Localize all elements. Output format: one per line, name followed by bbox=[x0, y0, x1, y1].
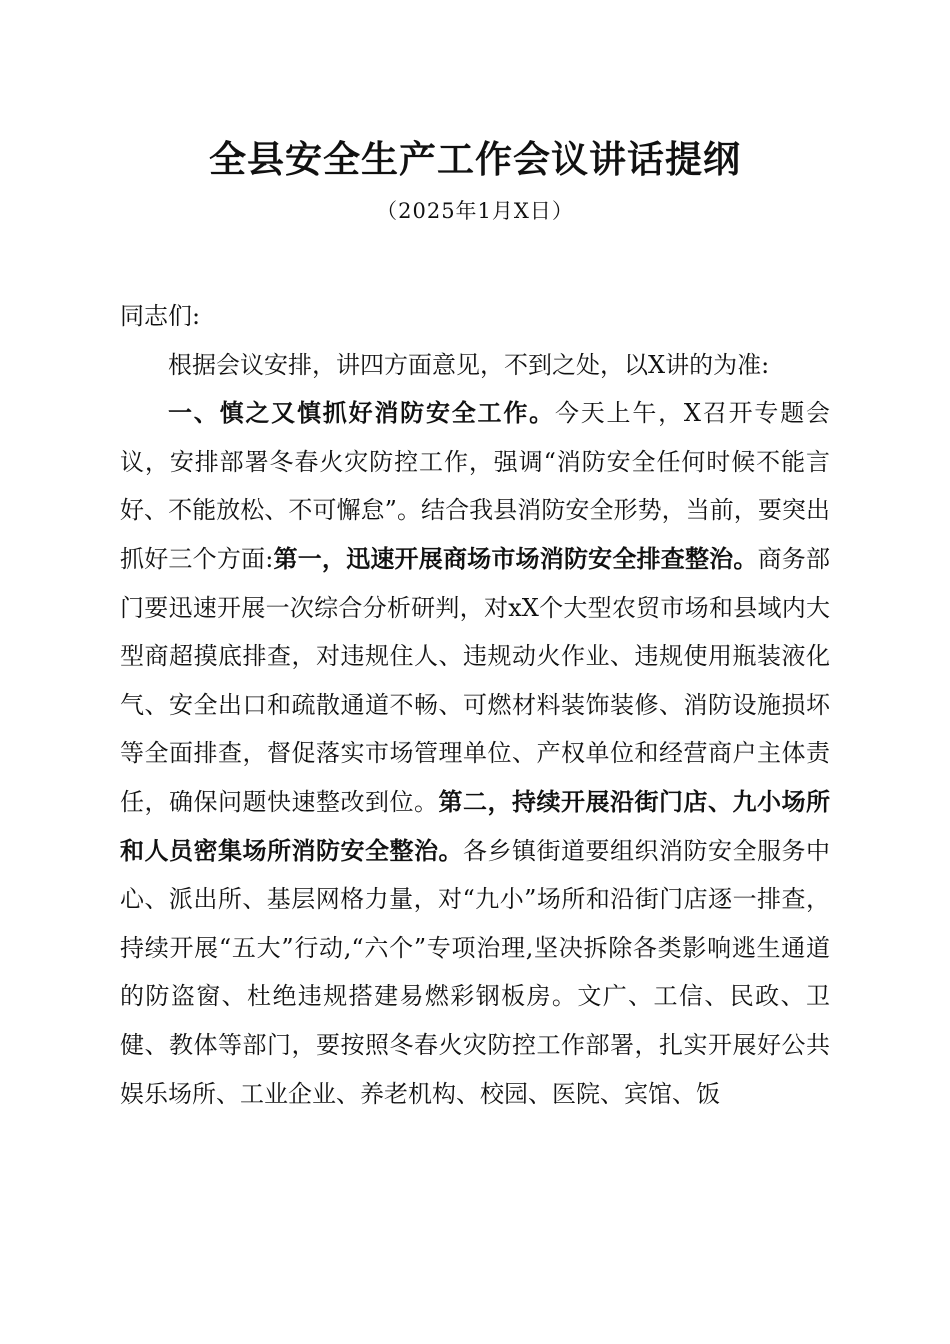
salutation: 同志们: bbox=[120, 302, 201, 330]
point-1-heading: 第一，迅速开展商场市场消防安全排查整治。 bbox=[273, 543, 758, 573]
section-1-paragraph bbox=[120, 389, 830, 1118]
document-body bbox=[120, 292, 830, 1118]
point-2-text: 各乡镇街道要组织消防安全服务中心、派出所、基层网格力量，对“九小”场所和沿街门店逐一排查，持续开展“五大”行动,“六个”专项治理,坚决拆除各类影响逃生通道的防盗窗、杜绝违规搭建易燃彩钢板房。文广、工信、民政、卫健、教体等部门，要按照冬春火灾防控工作部署，扎实开展好公共娱乐场所、工业企业、养老机构、校园、医院、宾馆、饭 bbox=[120, 836, 830, 1108]
intro-paragraph: 根据会议安排，讲四方面意见，不到之处，以X讲的为准: bbox=[168, 350, 770, 379]
document-title: 全县安全生产工作会议讲话提纲 bbox=[209, 137, 741, 181]
section-1-heading: 一、慎之又慎抓好消防安全工作。 bbox=[168, 398, 555, 428]
document-date: （2025年1月X日） bbox=[376, 199, 574, 223]
point-1-text: 商务部门要迅速开展一次综合分析研判，对xX个大型农贸市场和县域内大型商超摸底排查，对违规住人、违规动火作业、违规使用瓶装液化气、安全出口和疏散通道不畅、可燃材料装饰装修、消防设施损坏等全面排查，督促落实市场管理单位、产权单位和经营商户主体责任，确保问题快速整改到位。 bbox=[120, 544, 831, 816]
point-2-heading: 第二，持续开展沿街门店、九小场所和人员密集场所消防安全整治。 bbox=[120, 786, 830, 865]
section-1-text: 今天上午，X召开专题会议，安排部署冬春火灾防控工作，强调“消防安全任何时候不能言好、不能放松、不可懈怠”。结合我县消防安全形势，当前，要突出抓好三个方面: bbox=[120, 399, 831, 573]
